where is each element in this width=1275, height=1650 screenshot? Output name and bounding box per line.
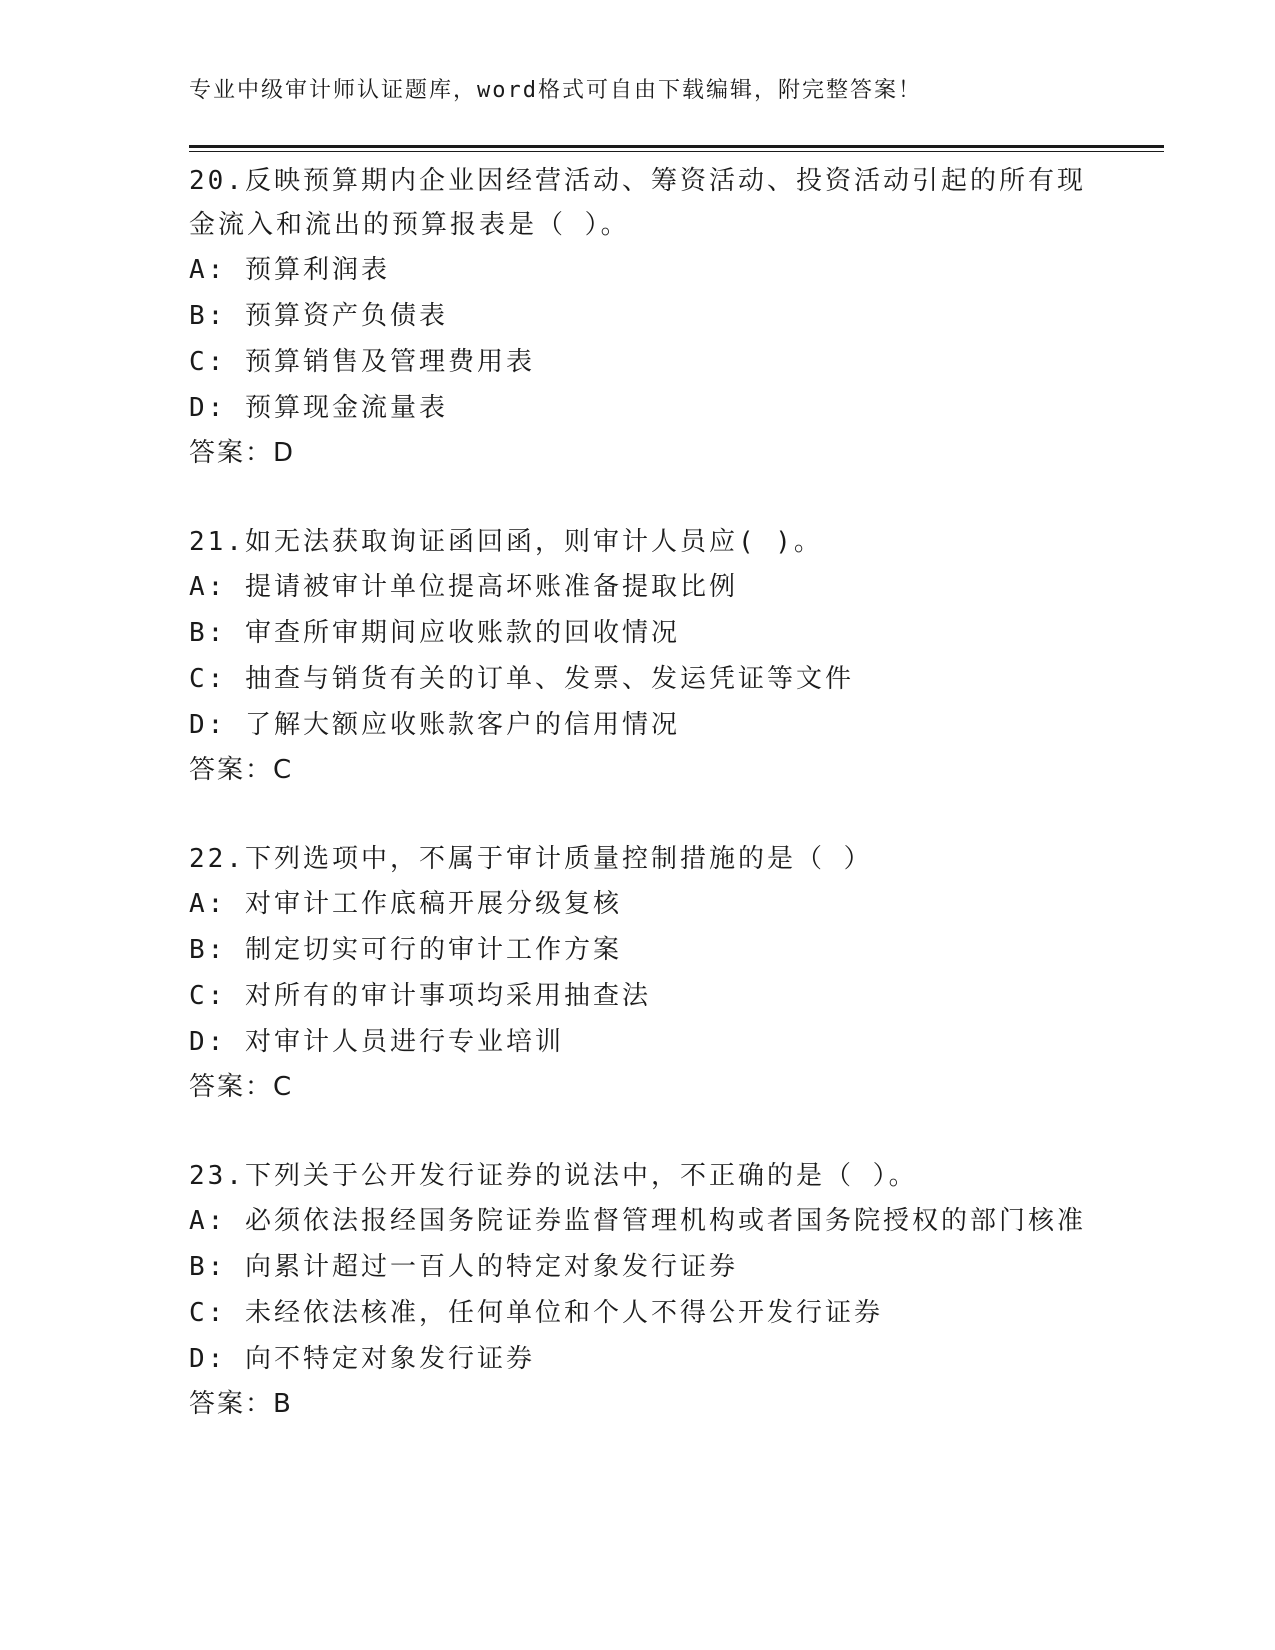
option-key: A:: [189, 572, 227, 602]
option-a: [189, 247, 1089, 293]
option-key: C:: [189, 664, 227, 694]
option-key: A:: [189, 255, 227, 285]
option-d: [189, 1019, 1089, 1065]
option-key: D:: [189, 710, 227, 740]
page-header: 专业中级审计师认证题库，word格式可自由下载编辑，附完整答案！: [189, 78, 922, 103]
option-key: A:: [189, 1206, 227, 1236]
option-key: D:: [189, 1344, 227, 1374]
option-key: B:: [189, 1252, 227, 1282]
option-text: 预算销售及管理费用表: [244, 347, 535, 377]
option-text: 向不特定对象发行证券: [244, 1344, 535, 1374]
option-text: 抽查与销货有关的订单、发票、发运凭证等文件: [244, 664, 854, 694]
option-key: C:: [189, 981, 227, 1011]
answer-line: 答案：C: [189, 755, 294, 785]
option-text: 向累计超过一百人的特定对象发行证券: [244, 1252, 738, 1282]
answer-line: 答案：D: [189, 438, 296, 468]
option-d: [189, 385, 1089, 431]
question-stem: 21.如无法获取询证函回函，则审计人员应( )。: [189, 527, 823, 557]
question-22: [189, 837, 1089, 1109]
option-b: [189, 1244, 1089, 1290]
option-b: [189, 610, 1089, 656]
option-key: D:: [189, 393, 227, 423]
option-text: 制定切实可行的审计工作方案: [244, 935, 622, 965]
option-text: 对审计人员进行专业培训: [244, 1027, 564, 1057]
option-text: 未经依法核准，任何单位和个人不得公开发行证券: [244, 1298, 883, 1328]
question-stem: 23.下列关于公开发行证券的说法中，不正确的是（ ）。: [189, 1161, 918, 1191]
option-c: [189, 339, 1089, 385]
option-text: 提请被审计单位提高坏账准备提取比例: [244, 572, 738, 602]
option-c: [189, 656, 1089, 702]
option-d: [189, 702, 1089, 748]
option-b: [189, 293, 1089, 339]
option-key: C:: [189, 347, 227, 377]
question-21: [189, 520, 1089, 792]
option-text: 了解大额应收账款客户的信用情况: [244, 710, 680, 740]
option-key: C:: [189, 1298, 227, 1328]
question-20: [189, 159, 1089, 475]
answer-line: 答案：C: [189, 1072, 294, 1102]
option-a: [189, 881, 1089, 927]
option-text: 必须依法报经国务院证券监督管理机构或者国务院授权的部门核准: [244, 1206, 1086, 1236]
option-key: D:: [189, 1027, 227, 1057]
option-text: 对审计工作底稿开展分级复核: [244, 889, 622, 919]
header-rule-thin: [189, 151, 1164, 152]
option-c: [189, 1290, 1089, 1336]
option-text: 审查所审期间应收账款的回收情况: [244, 618, 680, 648]
option-text: 预算现金流量表: [244, 393, 448, 423]
option-text: 对所有的审计事项均采用抽查法: [244, 981, 651, 1011]
question-list: [189, 159, 1089, 1471]
option-text: 预算利润表: [244, 255, 390, 285]
option-key: B:: [189, 618, 227, 648]
answer-line: 答案：B: [189, 1389, 293, 1419]
question-23: [189, 1154, 1089, 1426]
question-stem: 20.反映预算期内企业因经营活动、筹资活动、投资活动引起的所有现金流入和流出的预算报表是（ ）。: [189, 166, 1086, 240]
option-text: 预算资产负债表: [244, 301, 448, 331]
option-key: A:: [189, 889, 227, 919]
header-rule-thick: [189, 145, 1164, 148]
option-c: [189, 973, 1089, 1019]
option-a: [189, 1198, 1089, 1244]
question-stem: 22.下列选项中，不属于审计质量控制措施的是（ ）: [189, 844, 873, 874]
option-key: B:: [189, 301, 227, 331]
option-a: [189, 564, 1089, 610]
option-d: [189, 1336, 1089, 1382]
option-b: [189, 927, 1089, 973]
option-key: B:: [189, 935, 227, 965]
